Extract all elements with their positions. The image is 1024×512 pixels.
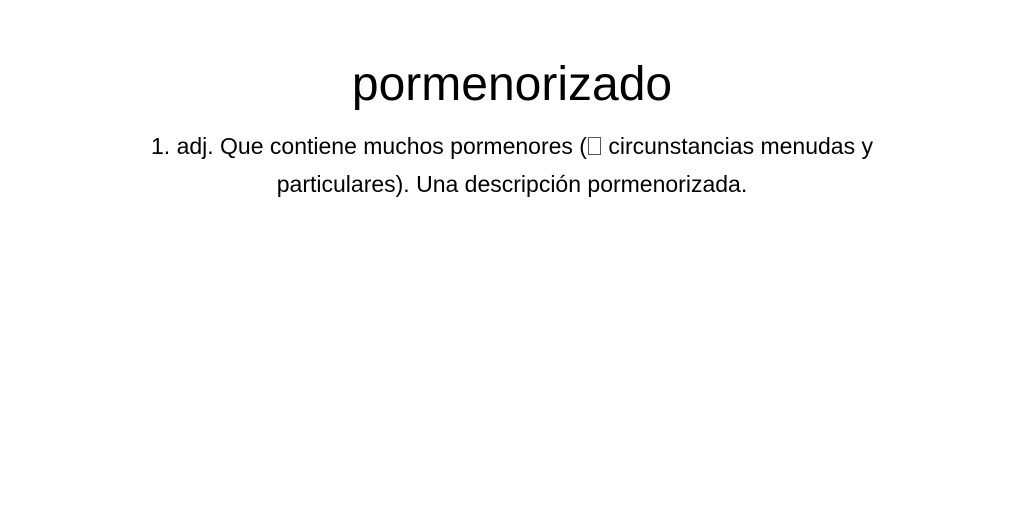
definition-text-before: Que contiene muchos pormenores ( — [213, 133, 587, 159]
missing-glyph-icon — [588, 137, 601, 155]
headword: pormenorizado — [351, 58, 673, 111]
definition-number-pos: 1. adj. — [151, 133, 214, 159]
definition — [100, 127, 924, 203]
definition-text-after: circunstancias menudas y particulares). Una descripción pormenorizada. — [276, 133, 873, 197]
